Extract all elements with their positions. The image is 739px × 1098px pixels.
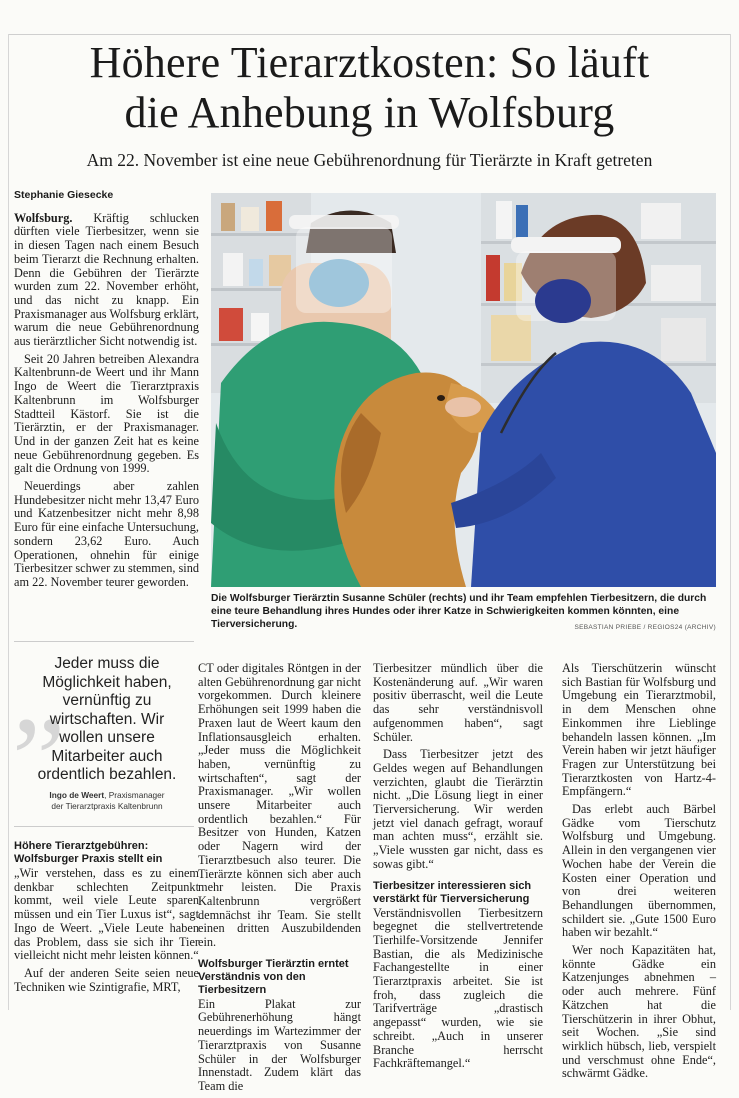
pull-quote: Jeder muss die Möglichkeit haben, vernünftig zu wirtschaften. Wir wollen unsere Mitarbeiter auch ordentlich bezahlen. xyxy=(37,655,177,783)
right-border xyxy=(730,34,731,1010)
paragraph: CT oder digitales Röntgen in der alten Gebührenordnung gar nicht vorgekommen. Durch kleinere Erhöhungen seit 1999 haben die Praxen laut de Weert kaum den Inflationsausgleich erhalten. „Jeder muss die Möglichkeit haben, vernünftig zu wirtschaften“, sagt der Praxismanager. „Wir wollen unsere Mitarbeiter auch ordentlich bezahlen.“ Für Besitzer von Hunden, Katzen oder Nagern wird der Tierarztbesuch also teurer. Die Tierärzte können sich aber auch mehr leisten. Die Praxis Kaltenbrunn vergrößert demnächst ihr Team. Sie stellt einen dritten Auszubildenden ein. xyxy=(198,661,361,950)
column-3 xyxy=(373,662,543,1075)
quote-author-role: , Praxismanager xyxy=(104,790,165,800)
quote-attribution xyxy=(27,790,187,812)
quote-author-name: Ingo de Weert xyxy=(49,790,105,800)
vet-with-dog-image xyxy=(211,193,716,587)
paragraph: Verständnisvollen Tierbesitzern begegnet die stellvertretende Tierhilfe-Vorsitzende Jennifer Bastian, die als Medizinische Fachangestellte in einer Tierarztpraxis arbeitet. Sie ist froh, dass zugleich die Tarifverträge „drastisch angepasst“ wurden, wie sie schreibt. „Auch in unserer Branche herrscht Fachkräftemangel.“ xyxy=(373,905,543,1071)
column-2 xyxy=(198,662,361,1098)
photo-caption: Die Wolfsburger Tierärztin Susanne Schüler (rechts) und ihr Team empfehlen Tierbesitzern, die durch eine teure Behandlung ihres Hundes oder ihrer Katze in Schwierigkeiten kommen könnten, eine Tierversicherung. xyxy=(211,593,707,630)
section-subhead: Höhere Tierarztgebühren: Wolfsburger Praxis stellt ein xyxy=(14,840,163,865)
paragraph: Dass Tierbesitzer jetzt des Geldes wegen auf Behandlungen verzichten, glaubt die Tierärztin nicht. „Die Lösung liegt in einer Tierversicherung. Wir werden jetzt viel danach gefragt, worauf man achten muss“, erzählt sie. „Viele wussten gar nicht, dass es sowas gibt.“ xyxy=(373,747,543,871)
subheadline: Am 22. November ist eine neue Gebührenordnung für Tierärzte in Kraft getreten xyxy=(86,150,653,170)
column-4 xyxy=(562,662,716,1085)
headline-line-2: die Anhebung in Wolfsburg xyxy=(124,88,615,137)
section-subhead: Wolfsburger Tierärztin erntet Verständnis von den Tierbesitzern xyxy=(198,957,349,996)
column-1-bottom xyxy=(14,838,199,998)
paragraph: Das erlebt auch Bärbel Gädke vom Tierschutz Wolfsburg und Umgebung. Allein in den vergangenen vier Wochen habe der Verein die Kosten einer Operation und von drei weiteren Behandlungen übernommen, schildert sie. „Gute 1500 Euro haben wir bezahlt.“ xyxy=(562,802,716,940)
paragraph: Wer noch Kapazitäten hat, könnte Gädke ein Katzenjunges abnehmen – oder auch mehrere. Fünf Kätzchen hat die Tierschützerin in ihrer Obhut, seit Wochen. „Sie sind wirklich hübsch, lieb, verspielt und verschmust ohne Ende“, schwärmt Gädke. xyxy=(562,943,716,1081)
paragraph: Neuerdings aber zahlen Hundebesitzer nicht mehr 13,47 Euro und Katzenbesitzer nicht mehr 8,98 Euro für eine einfache Untersuchung, sondern 23,62 Euro. Auch Operationen, ohnehin für einige Tierbesitzer schwer zu stemmen, sind am 22. November teurer geworden. xyxy=(14,479,199,589)
paragraph: Wolfsburg. Kräftig schlucken dürften viele Tierbesitzer, wenn sie in diesen Tagen nach einem Besuch beim Tierarzt die Rechnung erhalten. Denn die Gebühren der Tierärzte wurden zum 22. November erhöht, und das nicht zu knapp. Ein Praxismanager aus Wolfsburg erklärt, warum die neue Gebührenordnung aus tierärztlicher Sicht notwendig ist. xyxy=(14,210,200,349)
divider xyxy=(14,826,194,827)
photo-credit: SEBASTIAN PRIEBE / REGIOS24 (ARCHIV) xyxy=(574,624,716,631)
top-rule xyxy=(8,34,731,35)
paragraph: „Wir verstehen, dass es zu einem denkbar schlechten Zeitpunkt kommt, weil viele Leute sparen müssen und ein Tier Luxus ist“, sagt Ingo de Weert. „Viele Leute haben das Problem, dass sie sich ihr Tier vielleicht nicht mehr leisten können.“ xyxy=(14,866,199,963)
paragraph: Seit 20 Jahren betreiben Alexandra Kaltenbrunn-de Weert und ihr Mann Ingo de Weert die Tierarztpraxis Kaltenbrunn im Wolfsburger Stadtteil Kästorf. Sie ist die Tierärztin, er der Praxismanager. Und in der ganzen Zeit hat es keine neue Gebührenordnung gegeben. Es galt die Ordnung von 1999. xyxy=(14,351,199,476)
dateline: Wolfsburg. xyxy=(14,210,73,225)
paragraph: Tierbesitzer mündlich über die Kostenänderung auf. „Wir waren positiv überrascht, weil die Leute das sehr verständnisvoll aufgenommen haben“, sagt Schüler. xyxy=(373,661,543,744)
paragraph: Ein Plakat zur Gebührenerhöhung hängt neuerdings im Wartezimmer der Tierarztpraxis von Susanne Schüler in der Wolfsburger Innenstadt. Zudem klärt das Team die xyxy=(198,996,361,1093)
column-1-top xyxy=(14,189,199,594)
paragraph: Auf der anderen Seite seien neue Techniken wie Szintigrafie, MRT, xyxy=(14,965,199,994)
left-border xyxy=(8,34,9,1010)
headline xyxy=(20,38,719,138)
article-photo xyxy=(211,193,716,587)
headline-line-1: Höhere Tierarztkosten: So läuft xyxy=(89,38,650,87)
author-byline: Stephanie Giesecke xyxy=(14,189,114,201)
divider xyxy=(14,641,194,642)
quote-mark-icon: „ xyxy=(12,625,66,758)
paragraph: Als Tierschützerin wünscht sich Bastian für Wolfsburg und Umgebung ein Tierarztmobil, in dem Menschen ohne Einkommen ihre Lieblinge behandeln lassen können. „Im Verein haben wir jetzt häufiger Fragen zur Unterstützung bei Tierarztkosten von Hartz-4-Empfängern.“ xyxy=(562,661,716,799)
quote-author-organisation: der Tierarztpraxis Kaltenbrunn xyxy=(51,801,163,811)
section-subhead: Tierbesitzer interessieren sich verstärkt für Tierversicherung xyxy=(373,879,532,905)
